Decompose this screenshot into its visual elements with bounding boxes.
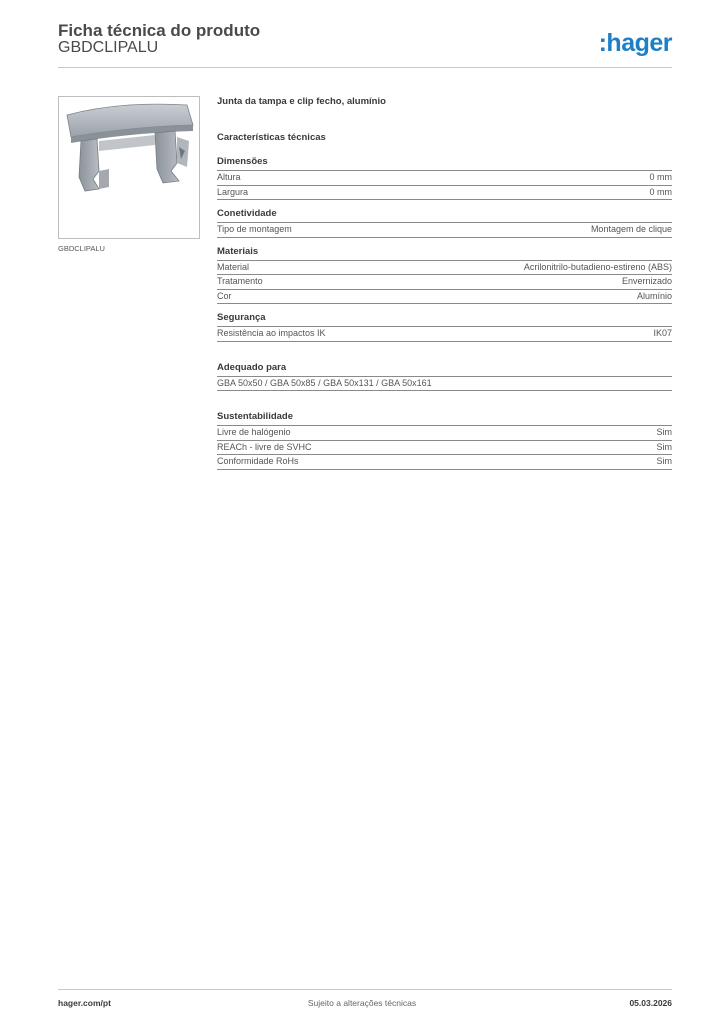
section-title: Segurança (217, 312, 672, 327)
row-label: Conformidade RoHs (217, 456, 299, 466)
row-label: Material (217, 261, 250, 272)
spec-content (217, 96, 672, 478)
table-row (217, 377, 672, 392)
row-value: IK07 (653, 328, 672, 338)
page-title: Ficha técnica do produto (58, 21, 261, 40)
table-row (217, 455, 672, 470)
row-label: Altura (217, 172, 241, 182)
row-value: Envernizado (621, 276, 672, 286)
image-caption: GBDCLIPALU (58, 244, 105, 253)
section-seguranca (217, 312, 672, 342)
table-row (217, 186, 672, 201)
row-value: 0 mm (649, 186, 672, 197)
row-label: REACh - livre de SVHC (217, 441, 312, 452)
footer-divider (58, 989, 672, 990)
section-title: Materiais (217, 246, 672, 261)
row-label: Tipo de montagem (217, 224, 292, 234)
table-row (217, 327, 672, 342)
row-value: Sim (656, 427, 672, 437)
table-row (217, 223, 672, 238)
row-value: Alumínio (636, 290, 672, 301)
suitable-text: GBA 50x50 / GBA 50x85 / GBA 50x131 / GBA 50x161 (217, 377, 432, 388)
product-image (58, 96, 200, 239)
section-sustentabilidade (217, 411, 672, 470)
table-row (217, 261, 672, 276)
product-clip-icon (59, 97, 199, 238)
section-materiais (217, 246, 672, 305)
section-title: Adequado para (217, 362, 672, 377)
row-label: Livre de halógenio (217, 427, 291, 437)
table-row (217, 275, 672, 290)
product-description: Junta da tampa e clip fecho, alumínio (217, 96, 386, 107)
table-row (217, 290, 672, 305)
row-label: Cor (217, 290, 232, 301)
section-title: Sustentabilidade (217, 411, 672, 426)
product-code: GBDCLIPALU (58, 39, 159, 56)
footer-date: 05.03.2026 (629, 998, 672, 1008)
row-value: Sim (656, 456, 672, 466)
table-row (217, 441, 672, 456)
section-title: Conetividade (217, 208, 672, 223)
row-label: Resistência ao impactos IK (217, 328, 326, 338)
row-value: 0 mm (649, 172, 672, 182)
row-value: Montagem de clique (590, 224, 672, 234)
section-adequado (217, 362, 672, 392)
row-value: Sim (656, 441, 672, 452)
table-row (217, 426, 672, 441)
footer-notice: Sujeito a alterações técnicas (307, 998, 417, 1008)
header-divider (58, 67, 672, 68)
row-label: Largura (217, 186, 249, 197)
footer-website-link[interactable]: hager.com/pt (58, 998, 111, 1008)
section-dimensoes (217, 156, 672, 200)
row-label: Tratamento (217, 276, 263, 286)
section-title: Dimensões (217, 156, 672, 171)
table-row (217, 171, 672, 186)
row-value: Acrilonitrilo-butadieno-estireno (ABS) (523, 261, 672, 272)
tech-heading: Características técnicas (217, 132, 326, 143)
hager-logo: :hager (598, 29, 672, 57)
section-conetividade (217, 208, 672, 238)
spacer (217, 350, 672, 362)
spacer (217, 399, 672, 411)
